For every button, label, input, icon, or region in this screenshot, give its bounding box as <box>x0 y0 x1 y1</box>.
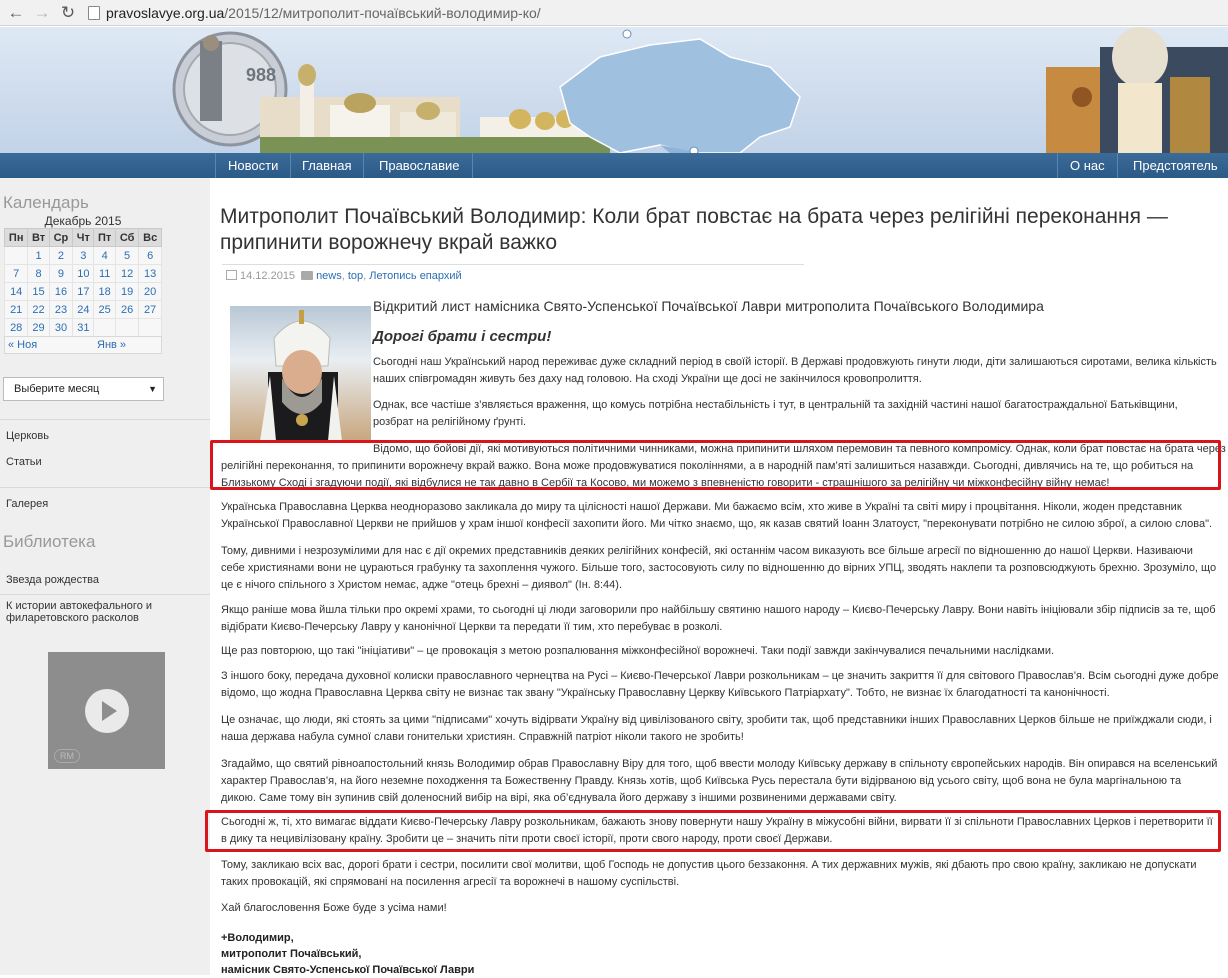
article-greeting: Дорогі брати і сестри! <box>373 328 552 345</box>
calendar-day[interactable]: 16 <box>49 283 73 301</box>
sidebar-link-tserkov[interactable]: Церковь <box>6 430 50 442</box>
calendar-day[interactable]: 25 <box>94 301 115 319</box>
divider <box>222 264 804 265</box>
calendar-day[interactable]: 22 <box>28 301 49 319</box>
library-link-line2: филаретовского расколов <box>6 612 139 624</box>
calendar-week <box>5 301 162 319</box>
calendar-day[interactable]: 2 <box>49 247 73 265</box>
paragraph: Ще раз повторюю, що такі "ініціативи" – це провокація з метою розпалювання міжконфесійної ворожнечі. Таки події завжди закінчувалися печальними наслідками. <box>221 645 1055 657</box>
article <box>210 178 1228 975</box>
paragraph: релігійні переконання, то припинити ворожнечу вкрай важко. Вона може продовжуватися поколіннями, а в народній пам’яті залишиться назавжди. Сьогодні, дивлячись на те, що робиться на Близькому Сході і згадуючи події, які відбулися не так давно в Сербії та Косово, ми можемо з впевненістю говорити - страшнішого за релігійну чи міжконфесійну війну немає! <box>221 460 1194 489</box>
title-line-2: припинити ворожнечу вкрай важко <box>220 231 558 254</box>
calendar-day <box>5 247 28 265</box>
nav-item-predstoyatel[interactable]: Предстоятель <box>1121 153 1228 178</box>
calendar-day[interactable]: 24 <box>73 301 94 319</box>
month-select-value: Выберите месяц <box>14 383 100 395</box>
article-title <box>220 204 1220 256</box>
calendar-day[interactable]: 14 <box>5 283 28 301</box>
calendar-week <box>5 283 162 301</box>
paragraph: Якщо раніше мова йшла тільки про окремі храми, то сьогодні ці люди заговорили про найбільшу святиню нашого народу – Києво-Печерську Лавру. Вони навіть ініціювали збір підписів за те, щоб відібрати Києво-Печерську Лавру у канонічної Церкви та передати її тим, хто перебуває в розколі. <box>221 604 1216 633</box>
calendar-day[interactable]: 27 <box>139 301 162 319</box>
sidebar-link-stati[interactable]: Статьи <box>6 456 42 468</box>
signature-line: +Володимир, <box>221 932 294 944</box>
paragraph: Тому, дивними і незрозумілими для нас є дії окремих представників деяких релігійних конфесій, які останнім часом виказують все більше агресії по відношенню до нашої Церкви. Називаючи себе християнами вони не цураються грабунку та захоплення чужого. Більше того, застосовують силу по відношенню до вірних УПЦ, зводять наклепи та розповсюджують брехню. Зрозуміло, що це є нічого спільного з Христом немає, адже "отець брехні – диявол" (Ін. 8:44). <box>221 545 1217 591</box>
calendar-day[interactable]: 26 <box>115 301 138 319</box>
forward-arrow-icon[interactable]: → <box>33 3 51 22</box>
calendar-nav <box>4 336 162 354</box>
library-link-istorii[interactable] <box>6 600 152 624</box>
library-link-zvezda[interactable]: Звезда рождества <box>6 574 100 586</box>
calendar-day[interactable]: 31 <box>73 319 94 337</box>
paragraph: Тому, закликаю всіх вас, дорогі брати і сестри, посилити свої молитви, щоб Господь не допустив цього беззаконня. А тих державних мужів, які дбають про свою країну, закликаю не допускати таких провокацій, які спрямовані на посилення агресії та ворожнечі в нашому суспільстві. <box>221 859 1197 888</box>
calendar-day <box>94 319 115 337</box>
video-player[interactable] <box>48 652 165 769</box>
library-heading: Библиотека <box>3 532 96 551</box>
paragraph: Хай благословення Боже буде з усіма нами! <box>221 902 447 914</box>
calendar-day[interactable]: 12 <box>115 265 138 283</box>
calendar-day[interactable]: 20 <box>139 283 162 301</box>
calendar-day[interactable]: 7 <box>5 265 28 283</box>
calendar-prev-month[interactable]: « Ноя <box>8 339 38 351</box>
calendar-day[interactable]: 6 <box>139 247 162 265</box>
calendar-day[interactable]: 13 <box>139 265 162 283</box>
calendar-icon <box>226 270 237 280</box>
sidebar-link-galereya[interactable]: Галерея <box>6 498 49 510</box>
nav-item-pravoslavie[interactable]: Православие <box>367 153 473 178</box>
calendar-weekday: Ср <box>49 229 73 247</box>
calendar-day[interactable]: 23 <box>49 301 73 319</box>
calendar-day <box>115 319 138 337</box>
calendar-day[interactable]: 30 <box>49 319 73 337</box>
paragraph: Сьогодні ж, ті, хто вимагає віддати Києво-Печерську Лавру розкольникам, бажають знову повернути нашу Україну в міжусобні війни, вирвати її зі спільноти Православних Церков і перетворити її в дику та нецивілізовану країну. Зробити це – значить піти проти своєї історії, проти свого народу, проти своєї Держави. <box>221 816 1213 845</box>
category-link[interactable]: news <box>316 270 342 282</box>
month-select[interactable] <box>3 377 164 401</box>
nav-item-glavnaya[interactable]: Главная <box>290 153 364 178</box>
calendar-day[interactable]: 3 <box>73 247 94 265</box>
paragraph: Це означає, що люди, які стоять за цими "підписами" хочуть відірвати Україну від цивілізованого світу, зробити так, щоб представники інших Православних Церков більше не приїжджали сюди, і наша держава набула сумної слави гонительки християн. Справжній патріот ніколи такого не зробить! <box>221 714 1212 743</box>
highlight-box <box>210 440 1226 490</box>
calendar-day[interactable]: 18 <box>94 283 115 301</box>
calendar-caption: Декабрь 2015 <box>44 214 122 228</box>
play-icon[interactable] <box>85 689 129 733</box>
library-link-line1: К истории автокефального и <box>6 600 153 612</box>
signature <box>221 930 474 978</box>
paragraph: Однак, все частіше з’являється враження, що комусь потрібна нестабільність і тут, в центральній та західній частині нашої багатостраждальної Батьківщини, розбрат на релігійному ґрунті. <box>373 399 1178 428</box>
calendar-heading: Календарь <box>3 193 89 212</box>
signature-line: намісник Свято-Успенської Почаївської Лаври <box>221 964 475 976</box>
calendar-weekday: Вт <box>28 229 49 247</box>
folder-icon <box>301 271 313 280</box>
page-icon <box>88 6 100 20</box>
calendar-day[interactable]: 15 <box>28 283 49 301</box>
site-header-banner[interactable] <box>0 27 1228 153</box>
calendar-weekday: Сб <box>115 229 138 247</box>
article-meta: 14.12.2015 news, top, Летопись епархий <box>226 270 462 282</box>
calendar-day[interactable]: 4 <box>94 247 115 265</box>
url-path: /2015/12/митрополит-почаївський-володимир-ко/ <box>224 5 541 21</box>
calendar-day <box>139 319 162 337</box>
calendar-day[interactable]: 1 <box>28 247 49 265</box>
calendar-day[interactable]: 17 <box>73 283 94 301</box>
calendar-day[interactable]: 10 <box>73 265 94 283</box>
highlight-box <box>205 810 1221 852</box>
calendar-day[interactable]: 11 <box>94 265 115 283</box>
banner-artwork <box>0 27 1228 153</box>
seal-number: 988 <box>246 65 277 85</box>
portrait-image <box>230 306 371 441</box>
sidebar <box>0 178 210 975</box>
url-host: pravoslavye.org.ua <box>106 5 225 21</box>
category-link[interactable]: Летопись епархий <box>369 270 462 282</box>
ukraine-map <box>560 39 800 153</box>
main-navigation <box>0 153 1228 178</box>
article-date: 14.12.2015 <box>240 270 296 282</box>
divider <box>0 419 210 420</box>
calendar-day[interactable]: 29 <box>28 319 49 337</box>
video-badge: RM <box>54 749 80 763</box>
address-bar[interactable] <box>88 2 541 24</box>
divider <box>0 487 210 488</box>
calendar-week <box>5 265 162 283</box>
calendar-day[interactable]: 28 <box>5 319 28 337</box>
signature-line: митрополит Почаївський, <box>221 948 362 960</box>
browser-toolbar <box>0 0 1228 26</box>
calendar-weekday: Вс <box>139 229 162 247</box>
nav-item-novosti[interactable]: Новости <box>215 153 291 178</box>
back-arrow-icon[interactable]: ← <box>7 3 25 22</box>
calendar-weekday: Пн <box>5 229 28 247</box>
calendar-table <box>4 228 162 337</box>
nav-item-o-nas[interactable]: О нас <box>1057 153 1118 178</box>
chevron-down-icon: ▼ <box>148 384 157 394</box>
calendar-week <box>5 319 162 337</box>
category-link[interactable]: top <box>347 270 364 282</box>
calendar-next-month[interactable]: Янв » <box>97 339 127 351</box>
reload-icon[interactable]: ↻ <box>60 3 76 22</box>
calendar-day[interactable]: 5 <box>115 247 138 265</box>
paragraph-line: Відомо, що бойові дії, які мотивуються політичними чинниками, можна припинити шляхом перемовин та певного компромісу. Однак, коли брат повстає на брата через <box>373 443 1226 455</box>
calendar-day[interactable]: 19 <box>115 283 138 301</box>
article-subtitle: Відкритий лист намісника Свято-Успенської Почаївської Лаври митрополита Почаївського Володимира <box>373 298 1044 314</box>
calendar-day[interactable]: 9 <box>49 265 73 283</box>
paragraph: Українська Православна Церква неодноразово закликала до миру та цілісності нашої Держави. Ми бажаємо всім, хто живе в Україні та світі миру і процвітання. Ніколи, жоден представник Української Православної Церкви не прийшов у храм іншої конфесії захопити його. Ми чітко знаємо, що, як казав святий Іоанн Златоуст, "переконувати потрібно не силою зброї, а силою слова". <box>221 501 1213 530</box>
calendar-day[interactable]: 8 <box>28 265 49 283</box>
paragraph: Сьогодні наш Український народ переживає дуже складний період в своїй історії. В Державі продовжують гинути люди, діти залишаються сиротами, велика кількість наших співгромадян живуть без даху над головою. На сході України ще досі не закінчилося кровопролиття. <box>373 356 1217 385</box>
divider <box>0 594 210 595</box>
calendar-weekday: Чт <box>73 229 94 247</box>
title-line-1: Митрополит Почаївський Володимир: Коли брат повстає на брата через релігійні переконання — <box>220 205 1168 228</box>
calendar-week <box>5 247 162 265</box>
paragraph: З іншого боку, передача духовної колиски православного чернецтва на Русі – Києво-Печерської Лаври розкольникам – це значить закриття її для світового Православ’я. Всім сьогодні дуже добре відомо, що жодна Православна Церква світу не визнає так звану "Українську Православну Церкву Київського Патріархату". Тобто, не визнає їх благодатності та канонічності. <box>221 670 1219 699</box>
calendar-day[interactable]: 21 <box>5 301 28 319</box>
calendar-weekday: Пт <box>94 229 115 247</box>
paragraph: Згадаймо, що святий рівноапостольний князь Володимир обрав Православну Віру для того, щоб ввести молоду Київську державу в спільноту європейських народів. Він опирався на вселенський характер Православ’я, на його неземне походження та Божественну Правду. Князь хотів, щоб Київська Русь перестала бути відірваною від усього світу, щоб вона не була маргінальною та дикою. Саме тому він зупинив свій доленосний вибір на вірі, яка об’єднувала його державу з іншими розвиненими державами світу. <box>221 758 1218 804</box>
